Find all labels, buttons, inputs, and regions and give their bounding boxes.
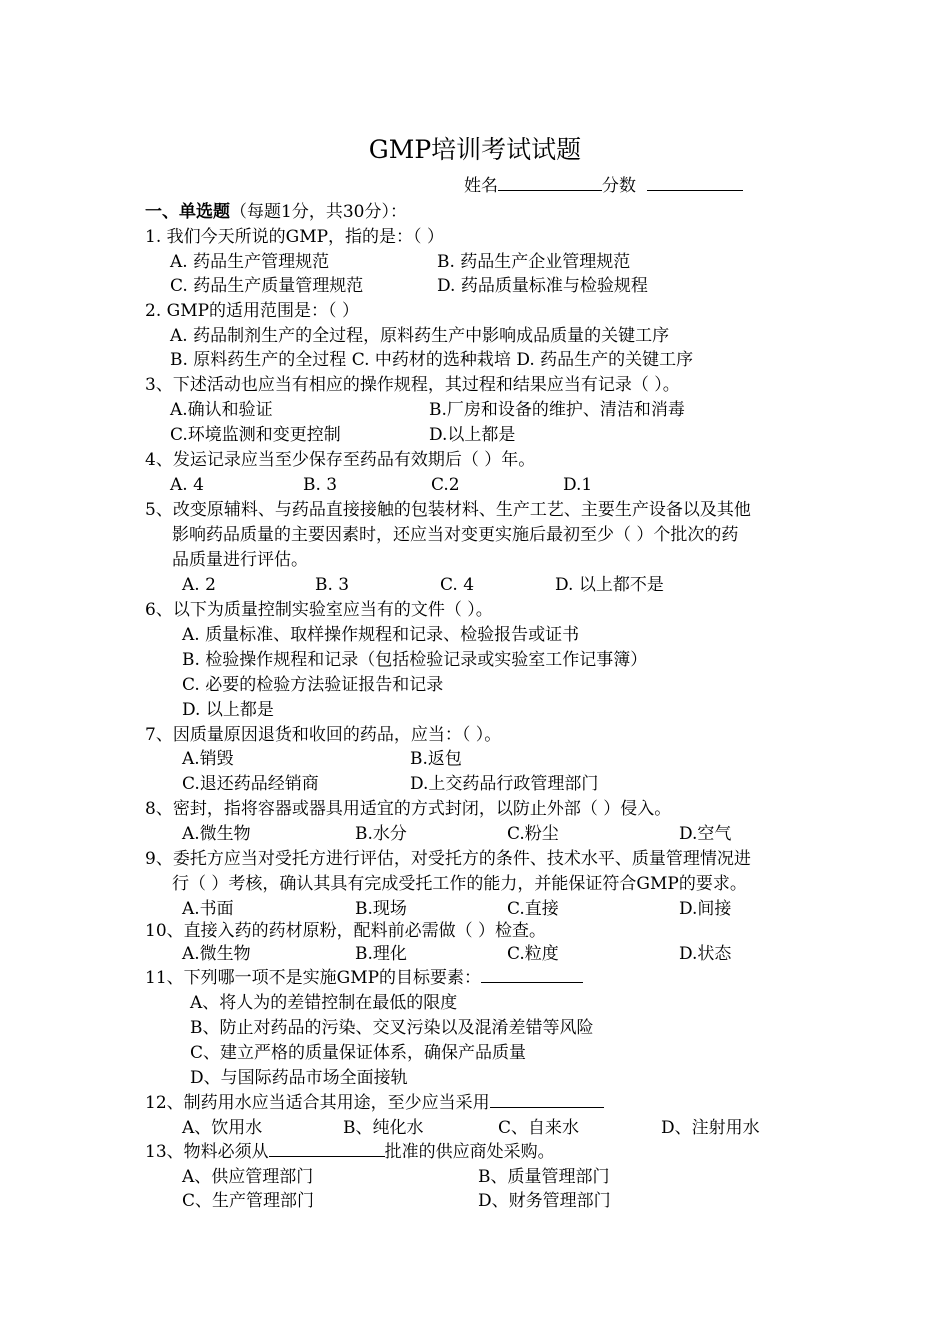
q13-answer-blank[interactable] <box>269 1140 385 1157</box>
question-9-stem: 9、委托方应当对受托方进行评估，对受托方的条件、技术水平、质量管理情况进 <box>145 849 751 869</box>
q1-option-b: B. 药品生产企业管理规范 <box>437 252 631 272</box>
q6-option-c: C. 必要的检验方法验证报告和记录 <box>182 675 444 695</box>
q12-option-a: A、饮用水 <box>182 1118 263 1138</box>
question-11-text: 11、下列哪一项不是实施GMP的目标要素： <box>145 968 482 988</box>
q13-option-b: B、质量管理部门 <box>478 1167 610 1187</box>
q7-option-c: C.退还药品经销商 <box>182 774 319 794</box>
section-heading <box>145 200 407 224</box>
name-blank[interactable] <box>498 174 602 191</box>
q9-option-d: D.间接 <box>679 899 732 919</box>
question-5-stem: 5、改变原辅料、与药品直接接触的包装材料、生产工艺、主要生产设备以及其他 <box>145 500 751 520</box>
q12-option-d: D、注射用水 <box>661 1118 760 1138</box>
q7-option-a: A.销毁 <box>182 749 234 769</box>
question-11-stem <box>145 966 583 990</box>
score-blank[interactable] <box>647 174 743 191</box>
q7-option-b: B.返包 <box>410 749 462 769</box>
q9-option-a: A.书面 <box>182 899 234 919</box>
q10-option-c: C.粒度 <box>507 944 559 964</box>
question-9-stem-line2: 行（ ）考核，确认其具有完成受托工作的能力，并能保证符合GMP的要求。 <box>172 874 747 894</box>
question-13-stem <box>145 1140 555 1164</box>
header-fields <box>464 174 743 198</box>
question-5-stem-line2: 影响药品质量的主要因素时，还应当对变更实施后最初至少（ ）个批次的药 <box>172 525 739 545</box>
q3-option-d: D.以上都是 <box>429 425 516 445</box>
q13-option-c: C、生产管理部门 <box>182 1191 315 1211</box>
name-label: 姓名 <box>464 176 498 196</box>
question-4-stem: 4、发运记录应当至少保存至药品有效期后（ ）年。 <box>145 450 536 470</box>
q4-option-a: A. 4 <box>170 475 204 495</box>
question-8-stem: 8、密封，指将容器或器具用适宜的方式封闭，以防止外部（ ）侵入。 <box>145 799 672 819</box>
q11-option-c: C、建立严格的质量保证体系，确保产品质量 <box>190 1043 527 1063</box>
question-3-stem: 3、下述活动也应当有相应的操作规程，其过程和结果应当有记录（ ）。 <box>145 375 680 395</box>
question-5-stem-line3: 品质量进行评估。 <box>172 550 308 570</box>
q8-option-b: B.水分 <box>355 824 407 844</box>
page-title: GMP培训考试试题 <box>368 135 582 164</box>
q3-option-a: A.确认和验证 <box>170 400 273 420</box>
q8-option-a: A.微生物 <box>182 824 251 844</box>
q10-option-b: B.理化 <box>355 944 407 964</box>
q12-answer-blank[interactable] <box>490 1091 604 1108</box>
question-12-text: 12、制药用水应当适合其用途，至少应当采用 <box>145 1093 490 1113</box>
q12-option-c: C、自来水 <box>498 1118 580 1138</box>
q6-option-a: A. 质量标准、取样操作规程和记录、检验报告或证书 <box>182 625 580 645</box>
q3-option-c: C.环境监测和变更控制 <box>170 425 341 445</box>
q2-option-bcd: B. 原料药生产的全过程 C. 中药材的选种栽培 D. 药品生产的关键工序 <box>170 350 694 370</box>
section-rule: （每题1分，共30分）： <box>230 202 407 222</box>
q1-option-d: D. 药品质量标准与检验规程 <box>437 276 648 296</box>
question-10-stem: 10、直接入药的药材原粉，配料前必需做（ ）检查。 <box>145 921 547 941</box>
q4-option-d: D.1 <box>563 475 593 495</box>
question-2-stem: 2. GMP的适用范围是：（ ） <box>145 301 359 321</box>
q5-option-c: C. 4 <box>440 575 475 595</box>
q11-option-a: A、将人为的差错控制在最低的限度 <box>190 993 458 1013</box>
question-7-stem: 7、因质量原因退货和收回的药品，应当：（ ）。 <box>145 725 502 745</box>
q7-option-d: D.上交药品行政管理部门 <box>410 774 599 794</box>
score-label: 分数 <box>602 176 636 196</box>
question-13-text: 13、物料必须从 <box>145 1142 269 1162</box>
q8-option-d: D.空气 <box>679 824 732 844</box>
q6-option-d: D. 以上都是 <box>182 700 274 720</box>
q4-option-b: B. 3 <box>303 475 338 495</box>
question-6-stem: 6、以下为质量控制实验室应当有的文件（ ）。 <box>145 600 493 620</box>
q3-option-b: B.厂房和设备的维护、清洁和消毒 <box>429 400 685 420</box>
q5-option-d: D. 以上都不是 <box>555 575 664 595</box>
q9-option-b: B.现场 <box>355 899 407 919</box>
q13-option-a: A、供应管理部门 <box>182 1167 314 1187</box>
q6-option-b: B. 检验操作规程和记录（包括检验记录或实验室工作记事簿） <box>182 650 648 670</box>
question-12-stem <box>145 1091 604 1115</box>
q2-option-a: A. 药品制剂生产的全过程，原料药生产中影响成品质量的关键工序 <box>170 326 670 346</box>
q11-option-b: B、防止对药品的污染、交叉污染以及混淆差错等风险 <box>190 1018 594 1038</box>
q9-option-c: C.直接 <box>507 899 559 919</box>
question-13-text-after: 批准的供应商处采购。 <box>384 1142 555 1162</box>
q13-option-d: D、财务管理部门 <box>478 1191 611 1211</box>
q10-option-d: D.状态 <box>679 944 732 964</box>
q12-option-b: B、纯化水 <box>343 1118 424 1138</box>
section-title: 一、单选题 <box>145 202 230 222</box>
q5-option-a: A. 2 <box>182 575 216 595</box>
q10-option-a: A.微生物 <box>182 944 251 964</box>
q1-option-a: A. 药品生产管理规范 <box>170 252 330 272</box>
q11-option-d: D、与国际药品市场全面接轨 <box>190 1068 408 1088</box>
q5-option-b: B. 3 <box>315 575 350 595</box>
q8-option-c: C.粉尘 <box>507 824 559 844</box>
q11-answer-blank[interactable] <box>481 966 583 983</box>
question-1-stem: 1. 我们今天所说的GMP，指的是：（ ） <box>145 227 444 247</box>
q1-option-c: C. 药品生产质量管理规范 <box>170 276 364 296</box>
q4-option-c: C.2 <box>431 475 460 495</box>
